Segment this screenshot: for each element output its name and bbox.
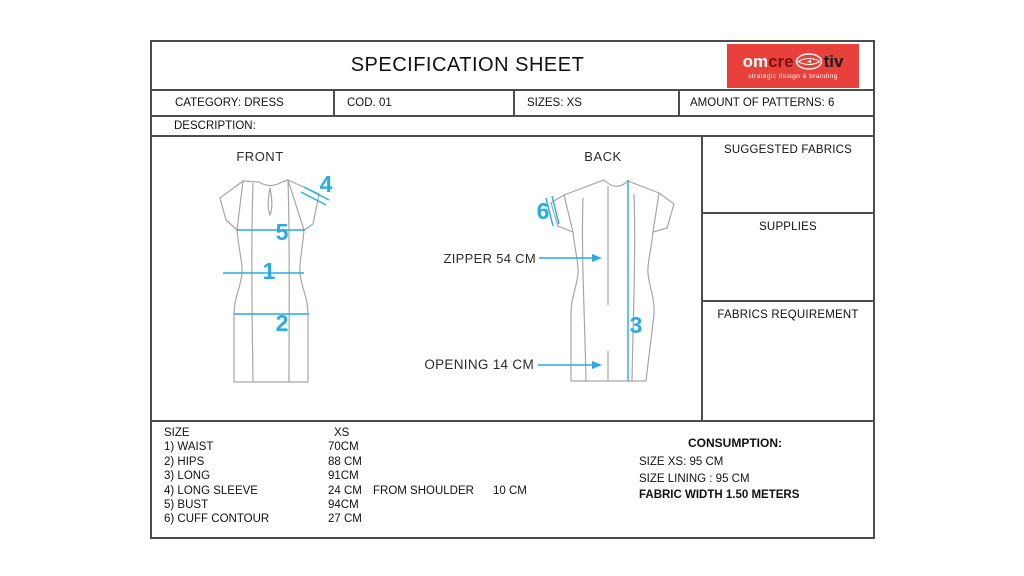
info-cell-patterns: AMOUNT OF PATTERNS: 6	[690, 97, 835, 109]
row-label: 6) CUFF CONTOUR	[164, 513, 270, 526]
back-dress-outline	[551, 180, 674, 381]
bottom-row	[152, 422, 873, 537]
consumption-block	[639, 436, 831, 504]
row-value: 88 CM	[328, 455, 362, 468]
specification-sheet	[150, 40, 875, 539]
logo-text-right: tiv	[823, 51, 844, 71]
row-value: 94CM	[328, 499, 359, 512]
table-row	[164, 455, 527, 469]
row-value: 24 CM	[328, 484, 362, 497]
size-table-header	[164, 426, 527, 440]
logo-tagline: strategic design & branding	[748, 72, 838, 80]
consumption-line-lining: SIZE LINING : 95 CM	[639, 472, 750, 485]
technical-drawing-area	[152, 137, 703, 420]
table-row	[164, 498, 527, 512]
arrowheads	[592, 254, 602, 369]
orbit-ellipse-icon	[795, 53, 823, 70]
zipper-annotation: ZIPPER 54 CM	[443, 251, 536, 266]
info-row	[152, 91, 873, 117]
size-header-label: SIZE	[164, 427, 190, 439]
consumption-title: CONSUMPTION:	[688, 436, 782, 450]
callout-6-cuff: 6	[536, 198, 550, 224]
logo-text-mid: cre	[768, 51, 794, 71]
info-cell-code: COD. 01	[335, 91, 515, 115]
front-measure-lines	[223, 187, 329, 314]
front-view-label: FRONT	[236, 149, 284, 164]
row-value: 70CM	[328, 441, 359, 454]
page-title: SPECIFICATION SHEET	[350, 54, 585, 76]
callout-2-hips: 2	[275, 310, 289, 336]
row-label: 1) WAIST	[164, 441, 214, 454]
size-header-value: XS	[334, 427, 350, 439]
logo-text-left: om	[742, 51, 769, 71]
back-view-label: BACK	[584, 149, 622, 164]
callout-5-bust: 5	[275, 219, 289, 245]
row-label: 5) BUST	[164, 499, 209, 512]
consumption-line-size: SIZE XS: 95 CM	[639, 456, 724, 468]
table-row	[164, 469, 527, 483]
info-cell-category: CATEGORY: DRESS	[152, 91, 335, 115]
opening-annotation: OPENING 14 CM	[424, 357, 534, 372]
table-row	[164, 512, 527, 526]
info-cell-sizes: SIZES: XS	[515, 91, 680, 115]
callout-1-waist: 1	[262, 258, 276, 284]
consumption-line-fabric-width: FABRIC WIDTH 1.50 METERS	[639, 489, 800, 501]
section-supplies: SUPPLIES	[703, 214, 873, 302]
main-area	[152, 137, 873, 422]
title-row	[152, 42, 873, 91]
row-label: 2) HIPS	[164, 455, 205, 468]
size-table	[164, 426, 527, 527]
callout-3-long: 3	[629, 312, 643, 338]
table-row	[164, 440, 527, 454]
description-row: DESCRIPTION:	[152, 117, 873, 137]
row-extra-label: FROM SHOULDER	[373, 484, 474, 497]
row-label: 4) LONG SLEEVE	[164, 484, 258, 497]
dress-sketch-svg	[152, 137, 703, 422]
table-row	[164, 484, 527, 498]
section-suggested-fabrics: SUGGESTED FABRICS	[703, 137, 873, 214]
row-extra-value: 10 CM	[493, 484, 527, 497]
logo-wordmark	[743, 53, 844, 70]
sidebar	[703, 137, 873, 420]
row-label: 3) LONG	[164, 470, 211, 483]
row-value: 91CM	[328, 470, 359, 483]
section-fabrics-requirement: FABRICS REQUIREMENT	[717, 309, 859, 321]
brand-logo	[727, 44, 859, 88]
callout-4-sleeve: 4	[319, 171, 333, 197]
row-value: 27 CM	[328, 513, 362, 526]
